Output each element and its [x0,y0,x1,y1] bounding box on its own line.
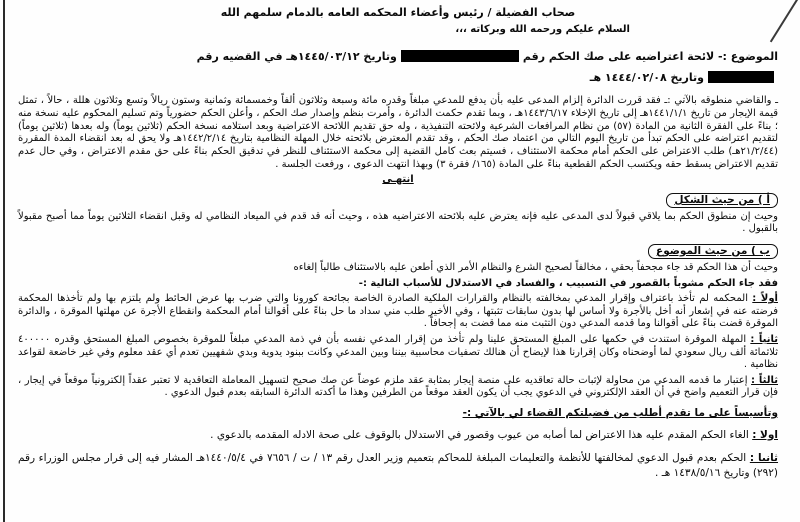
judgment-summary-paragraph: ـ والقاضي منطوقه بالآتي :ـ فقد قررت الدائرة إلزام المدعى عليه بأن يدفع للمدعي مبلغاً وقدره مائة وسبعة وثلاثون ألفاً وخمسمائة وثمانية وستون ريالاً وتسع وثلاثون هللة ، حالاً ، تمثل قيمة الإيجار من تاريخ ١٤٤١/١/١هـ إلى تاريخ الإخلاء ١٤٤٣/٦/١٧هـ ، وبما تقدم حكمت الدائرة ، وأمرت بنظم وإصدار صك الحكم ، وأعلن الحكم حضورياً وتم تسليم المحكوم عليه نسخة منه ؛ بناءً على الفقرة الثانية من المادة (٥٧) من نظام المرافعات الشرعية ولائحته التنفيذية ، وله حق تقديم اللائحة الاعتراضية وبعد استلامه نسخة الحكم (ثلاثين يوماً) وله بعدها (ثلاثين يوماً) لتقديم اعتراضه على الحكم تبدأ من تاريخ اليوم التالي من اعتماد صك الحكم ، وقد تقدم المعترض بلائحته خلال المهلة النظامية بتاريخ ١٤٤٢/٢/١٤هـ ولا يحق له بعد انقضاء المدة المقررة (٢١/٢/٤٤هـ) طلب الاعتراض على الحكم أمام محكمة الاستئناف ، فسيتم بعث كامل القضية إلى محكمة الاستئناف للنظر في تدقيق الحكم بناءً على حق مقدم الاعتراض ، وفي حال عدم تقديم الاعتراض يسقط حقه ويكتسب الحكم القطعية بناءً على المادة (١٦٥/ فقرة ٣) وبهذا انتهت الدعوى ، ورفعت الجلسة . [18,95,778,170]
section-form-body: وحيث إن منطوق الحكم بما يلاقي قبولاً لدى المدعى عليه فإنه يعترض عليه بلائحته الاعتراضيه هذه ، وحيث أنه قد قدم في الميعاد النظامي له وقبل انقضاء الثلاثين يوماً مما أصبح مقبولاً بالقبول . [18,210,778,235]
objection-point-3-label: ثالثاً : [751,374,778,386]
end-note: انتهـى [382,173,414,185]
objection-point-1-text: المحكمه لم تأخذ باعتراف وإقرار المدعي بمخالفته بالنظام والقرارات الملكية الصادرة الخاصة بجائحة كورونا والتي ضرب بها عرض الحائط ولم يلتزم بها ولم تأخذها المحكمة فرضته عنه في إشعار أنه أخل بالأجرة ولا أساس لها بدون سابقات تثبتها ، وفي الأخير طلب مني سداد ما حل بناءً على أقوالنا أمام المحكمة وانقطاع الأجرة عن مهلتها الموقرة ، والدائرة الموقرة قضت بناءً على أقوالنا وما قدمه المدعي دون التثبت منه مما قضت به إجحافاً . [18,293,778,330]
request-item-1-text: الغاء الحكم المقدم عليه هذا الاعتراض لما أصابه من عيوب وقصور في الاستدلال بالوقوف على صحة الادله المقدمه بالدعوي . [210,428,749,441]
request-item-1-label: اولا : [752,428,778,441]
scan-edge-line-artifact [3,0,5,522]
section-merits-heading: ب ) من حيث الموضوع [648,244,778,259]
objection-point-2-label: ثانياً : [750,333,778,345]
section-merits-intro: وحيث أن هذا الحكم قد جاء مجحفاً بحقي ، مخالفاً لصحيح الشرع والنظام الأمر الذي أطعن عليه بالاستئناف طالباً إلغاءه [293,261,778,273]
subject-line1-rest: وتاريخ ١٤٤٥/٠٣/١٢هـ في القضيه رقم [196,50,397,63]
redacted-case-number [708,71,774,83]
objection-point-1-label: أولاً : [752,293,778,305]
request-item-2-text: الحكم بعدم قبول الدعوي لمخالفتها للأنظمة والتعليمات المبلغة للمحاكم بتعميم وزير العدل رقم ١٣ / ت / ٧٦٥٦ في ١٤٤٠/٥/٤هـ المشار فيه إلى قرار مجلس الوزراء رقم (٢٩٢) وتاريخ ١٤٣٨/٥/١٦ هـ . [18,452,778,479]
greeting-line: السلام عليكم ورحمه الله وبركاته ،،، [455,24,630,35]
request-item-2 [18,451,778,480]
objection-point-3 [18,375,778,400]
subject-line1-label: الموضوع :- لائحة اعتراضيه على صك الحكم رقم [522,50,778,63]
salutation-line: صحاب الفضيلة / رئيس وأعضاء المحكمه العامه بالدمام سلمهم الله [220,6,576,19]
subject-block [18,46,778,88]
section-form-heading: أ ) من حيث الشكل [666,193,778,208]
redacted-judgment-number [401,50,519,62]
section-merits-heading-row [18,239,778,259]
request-item-2-label: ثانيا : [749,452,779,465]
objection-point-2-text: المهلة الموقرة استندت في حكمها على المبلغ المستحق علينا ولم تأخذ من إقرار المدعي نفسه بأن في ذمة المدعي مبلغاً للموقرة بخصوص المبلغ المستحق وقدره ٤٠٠٠٠٠ ثلاثمائة ألف ريال سعودي لما أوضحناه وكان إقرارنا هذا لإيضاح أن هنالك تصفيات محاسبية بيننا وبين المدعي وكانت ببنود يدوية وبدي شفهيين تعدم أي عقد معلوم وفي غير خاضعة لقواعد نظامية . [18,333,778,371]
request-item-1 [18,428,778,443]
section-merits-lead: فقد جاء الحكم مشوباً بالقصور في التسبيب ، والفساد في الاستدلال للأسباب التالية :- [358,277,778,289]
objection-point-1 [18,293,778,331]
requests-title: وتأسيساً على ما تقدم أطلب من فضيلتكم القضاء لي بالآتي :- [462,406,778,419]
objection-point-3-text: إعتبار ما قدمه المدعي من محاولة لإثبات حالة تعاقديه على منصة إيجار بمثابة عقد ملزم عوضاً عن صك صحيح لتسهيل المعاملة التعاقدية لا تعتبر عقداً إلكترونياً موقعاً في إيجار ، فإن قرار التعميم واضح في أن العقد الإلكتروني في الدعوي يجب أن يكون العقد موقعاً من الطرفين وهذا ما أكدته الدائرة السابقه بعدم قبول الدعوي . [18,374,778,399]
objection-point-2 [18,334,778,372]
section-form-heading-row [18,188,778,208]
subject-line2-rest: وتاريخ ١٤٤٤/٠٢/٠٨ هـ [589,71,704,84]
